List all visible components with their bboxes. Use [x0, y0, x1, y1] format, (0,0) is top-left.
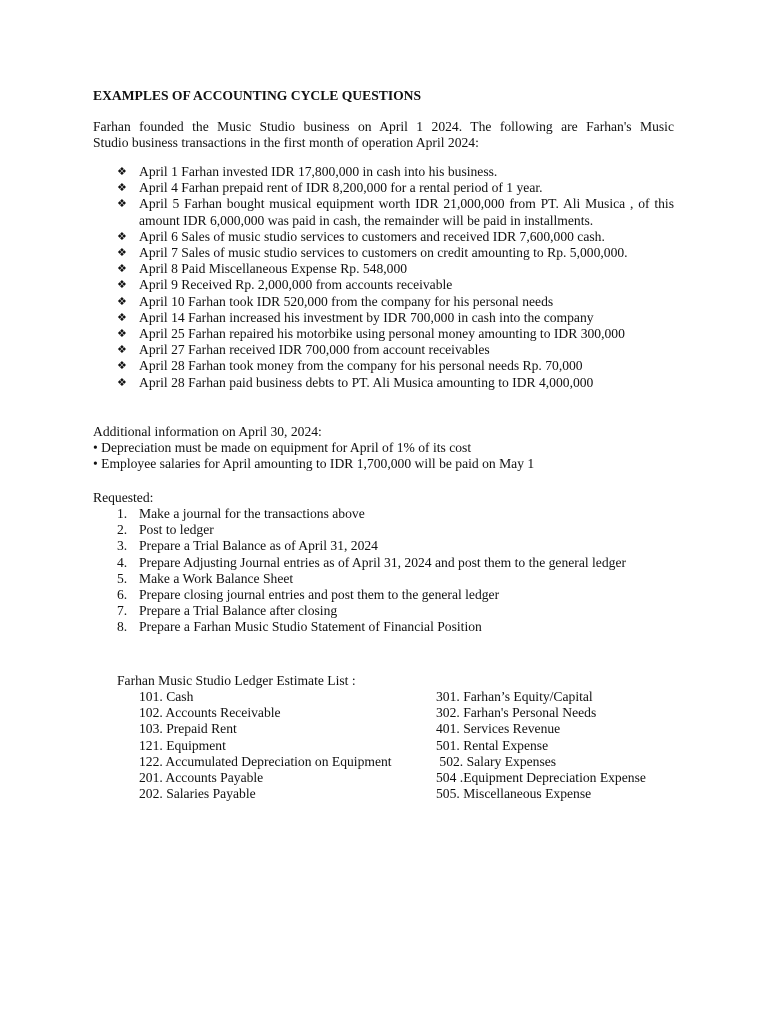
transaction-item: ❖ April 6 Sales of music studio services to customers and received IDR 7,600,000 cash.: [117, 228, 605, 244]
transaction-item: ❖ April 14 Farhan increased his investment by IDR 700,000 in cash into the company: [117, 309, 594, 325]
ledger-accounts-left: [139, 689, 392, 802]
additional-item: • Depreciation must be made on equipment for April of 1% of its cost: [93, 440, 472, 456]
requested-item: 7. Prepare a Trial Balance after closing: [117, 603, 338, 619]
transaction-item: ❖ April 25 Farhan repaired his motorbike using personal money amounting to IDR 300,000: [117, 326, 625, 342]
ledger-accounts-right: [436, 689, 646, 802]
ledger-account: 103. Prepaid Rent: [139, 721, 237, 737]
requested-list: [117, 506, 657, 636]
diamond-bullet-icon: ❖: [117, 229, 127, 243]
transaction-item: ❖ April 28 Farhan paid business debts to PT. Ali Musica amounting to IDR 4,000,000: [117, 374, 594, 390]
diamond-bullet-icon: ❖: [117, 375, 127, 389]
requested-item: 3. Prepare a Trial Balance as of April 31, 2024: [117, 538, 378, 554]
diamond-bullet-icon: ❖: [117, 278, 127, 292]
ledger-account: 201. Accounts Payable: [139, 770, 264, 786]
transaction-item: ❖ April 9 Received Rp. 2,000,000 from accounts receivable: [117, 277, 453, 293]
additional-information: [93, 424, 674, 473]
ledger-account: 202. Salaries Payable: [139, 786, 256, 802]
intro-paragraph: [93, 119, 674, 151]
diamond-bullet-icon: ❖: [117, 343, 127, 357]
diamond-bullet-icon: ❖: [117, 262, 127, 276]
transaction-item: ❖ April 28 Farhan took money from the company for his personal needs Rp. 70,000: [117, 358, 583, 374]
diamond-bullet-icon: ❖: [117, 197, 127, 211]
ledger-account: 101. Cash: [139, 689, 194, 704]
document-title: EXAMPLES OF ACCOUNTING CYCLE QUESTIONS: [93, 88, 422, 103]
requested-item: 8. Prepare a Farhan Music Studio Statement of Financial Position: [117, 619, 482, 635]
requested-item: 4. Prepare Adjusting Journal entries as of April 31, 2024 and post them to the general ledger: [117, 554, 626, 570]
transaction-item: ❖ April 27 Farhan received IDR 700,000 from account receivables: [117, 342, 490, 358]
requested-item: 2. Post to ledger: [117, 522, 214, 538]
ledger-account: 301. Farhan’s Equity/Capital: [436, 689, 593, 704]
diamond-bullet-icon: ❖: [117, 181, 127, 195]
transaction-item: ❖ April 8 Paid Miscellaneous Expense Rp. 548,000: [117, 261, 408, 277]
ledger-heading: Farhan Music Studio Ledger Estimate List :: [117, 673, 356, 688]
requested-item: 1. Make a journal for the transactions above: [117, 506, 365, 521]
diamond-bullet-icon: ❖: [117, 359, 127, 373]
transaction-item: ❖ April 1 Farhan invested IDR 17,800,000 in cash into his business.: [117, 164, 498, 179]
transaction-item: ❖ April 7 Sales of music studio services to customers on credit amounting to Rp. 5,000,000.: [117, 245, 628, 261]
ledger-account: 504 .Equipment Depreciation Expense: [436, 770, 646, 786]
ledger-account: 505. Miscellaneous Expense: [436, 786, 592, 802]
intro-line-1: Farhan founded the Music Studio business on April 1 2024. The following are Farhan's Music: [93, 119, 674, 134]
transaction-list: [117, 164, 674, 391]
diamond-bullet-icon: ❖: [117, 246, 127, 260]
ledger-account: 121. Equipment: [139, 737, 226, 753]
intro-line-2: Studio business transactions in the first month of operation April 2024:: [93, 135, 479, 151]
transaction-item: ❖ April 4 Farhan prepaid rent of IDR 8,200,000 for a rental period of 1 year.: [117, 180, 543, 196]
requested-item: 5. Make a Work Balance Sheet: [117, 570, 294, 586]
additional-heading: Additional information on April 30, 2024:: [93, 424, 322, 439]
ledger-account: 122. Accumulated Depreciation on Equipment: [139, 753, 392, 769]
diamond-bullet-icon: ❖: [117, 327, 127, 341]
additional-item: • Employee salaries for April amounting to IDR 1,700,000 will be paid on May 1: [93, 456, 535, 472]
transaction-item: ❖ April 10 Farhan took IDR 520,000 from the company for his personal needs: [117, 293, 554, 309]
ledger-account: 501. Rental Expense: [436, 737, 549, 753]
diamond-bullet-icon: ❖: [117, 310, 127, 324]
transaction-item: ❖ April 5 Farhan bought musical equipment worth IDR 21,000,000 from PT. Ali Musica , of this amount IDR 6,000,000 was paid in cash, the remainder will be paid in installments.: [117, 196, 674, 228]
ledger-account: 502. Salary Expenses: [436, 753, 557, 769]
ledger-account: 401. Services Revenue: [436, 721, 561, 737]
diamond-bullet-icon: ❖: [117, 165, 127, 178]
ledger-account: 102. Accounts Receivable: [139, 705, 281, 721]
ledger-account: 302. Farhan's Personal Needs: [436, 705, 597, 721]
diamond-bullet-icon: ❖: [117, 294, 127, 308]
requested-item: 6. Prepare closing journal entries and post them to the general ledger: [117, 587, 500, 603]
requested-heading: Requested:: [93, 490, 154, 505]
